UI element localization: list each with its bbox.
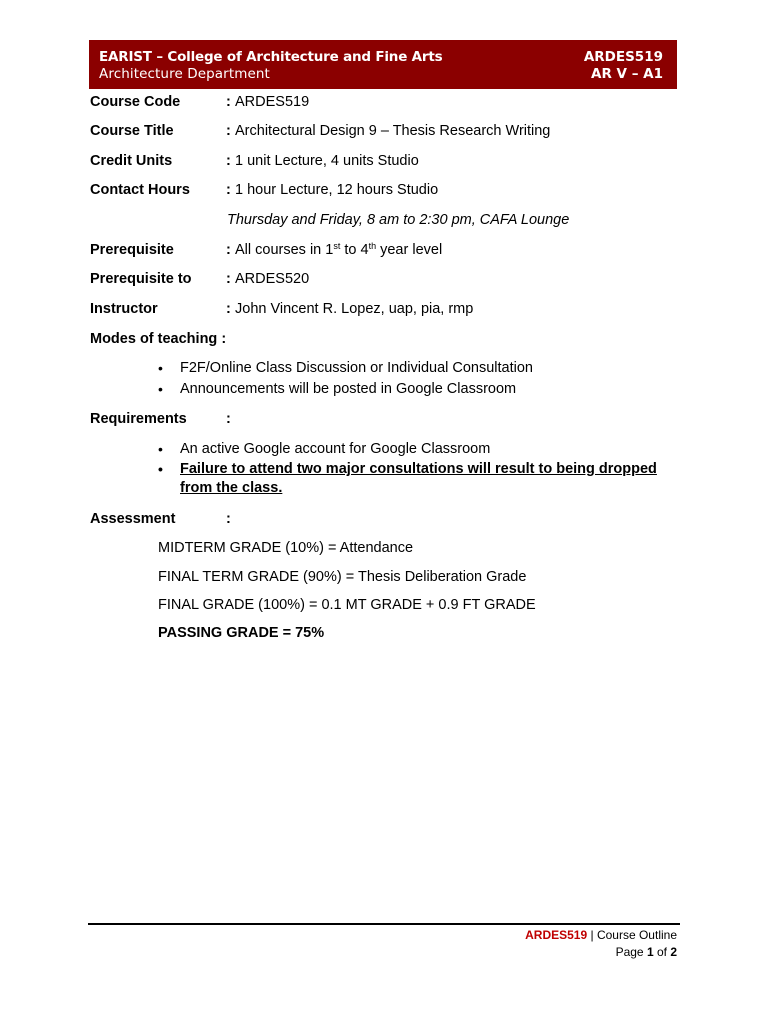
footer-course-info: ARDES519 | Course Outline xyxy=(525,928,677,942)
midterm-grade-line: MIDTERM GRADE (10%) = Attendance xyxy=(158,540,414,556)
header-course-code: ARDES519 xyxy=(583,49,663,65)
contact-hours-value: 1 hour Lecture, 12 hours Studio xyxy=(235,182,439,198)
colon: : xyxy=(226,123,231,139)
contact-hours-label: Contact Hours xyxy=(90,182,190,198)
list-item: • An active Google account for Google Classroom xyxy=(158,439,677,460)
assessment-label: Assessment xyxy=(90,511,176,527)
colon: : xyxy=(226,242,231,258)
header-band xyxy=(89,40,677,89)
course-code-value: ARDES519 xyxy=(235,94,310,110)
list-item-warning: • Failure to attend two major consultations will result to being dropped from the class. xyxy=(158,460,677,498)
colon: : xyxy=(226,182,231,198)
footer-page-number: Page 1 of 2 xyxy=(615,945,677,959)
header-section: AR V – A1 xyxy=(591,66,663,82)
footer-course-code: ARDES519 xyxy=(525,928,588,942)
modes-list xyxy=(158,358,533,400)
school-name: EARIST – College of Architecture and Fine Arts xyxy=(99,49,443,65)
instructor-label: Instructor xyxy=(90,301,158,317)
course-title-value: Architectural Design 9 – Thesis Research Writing xyxy=(235,123,551,139)
credit-units-label: Credit Units xyxy=(90,153,173,169)
instructor-value: John Vincent R. Lopez, uap, pia, rmp xyxy=(235,301,474,317)
colon: : xyxy=(226,411,231,427)
requirements-list xyxy=(158,439,677,498)
footer-doc-title: Course Outline xyxy=(596,928,677,942)
list-item: • F2F/Online Class Discussion or Individual Consultation xyxy=(158,358,533,379)
colon: : xyxy=(226,94,231,110)
schedule-note: Thursday and Friday, 8 am to 2:30 pm, CAFA Lounge xyxy=(227,212,570,228)
prerequisite-label: Prerequisite xyxy=(90,242,174,258)
colon: : xyxy=(226,271,231,287)
colon: : xyxy=(226,153,231,169)
final-grade-line: FINAL GRADE (100%) = 0.1 MT GRADE + 0.9 FT GRADE xyxy=(158,597,536,613)
colon: : xyxy=(226,511,231,527)
prerequisite-to-value: ARDES520 xyxy=(235,271,310,287)
prerequisite-to-label: Prerequisite to xyxy=(90,271,192,287)
passing-grade-line: PASSING GRADE = 75% xyxy=(158,625,325,641)
prerequisite-value: All courses in 1st to 4th year level xyxy=(235,241,443,258)
course-title-label: Course Title xyxy=(90,123,174,139)
department-name: Architecture Department xyxy=(99,66,270,82)
footer-divider xyxy=(88,923,680,925)
credit-units-value: 1 unit Lecture, 4 units Studio xyxy=(235,153,419,169)
colon: : xyxy=(226,301,231,317)
list-item: • Announcements will be posted in Google Classroom xyxy=(158,379,533,400)
final-term-grade-line: FINAL TERM GRADE (90%) = Thesis Deliberation Grade xyxy=(158,569,527,585)
course-code-label: Course Code xyxy=(90,94,181,110)
requirements-label: Requirements xyxy=(90,411,187,427)
